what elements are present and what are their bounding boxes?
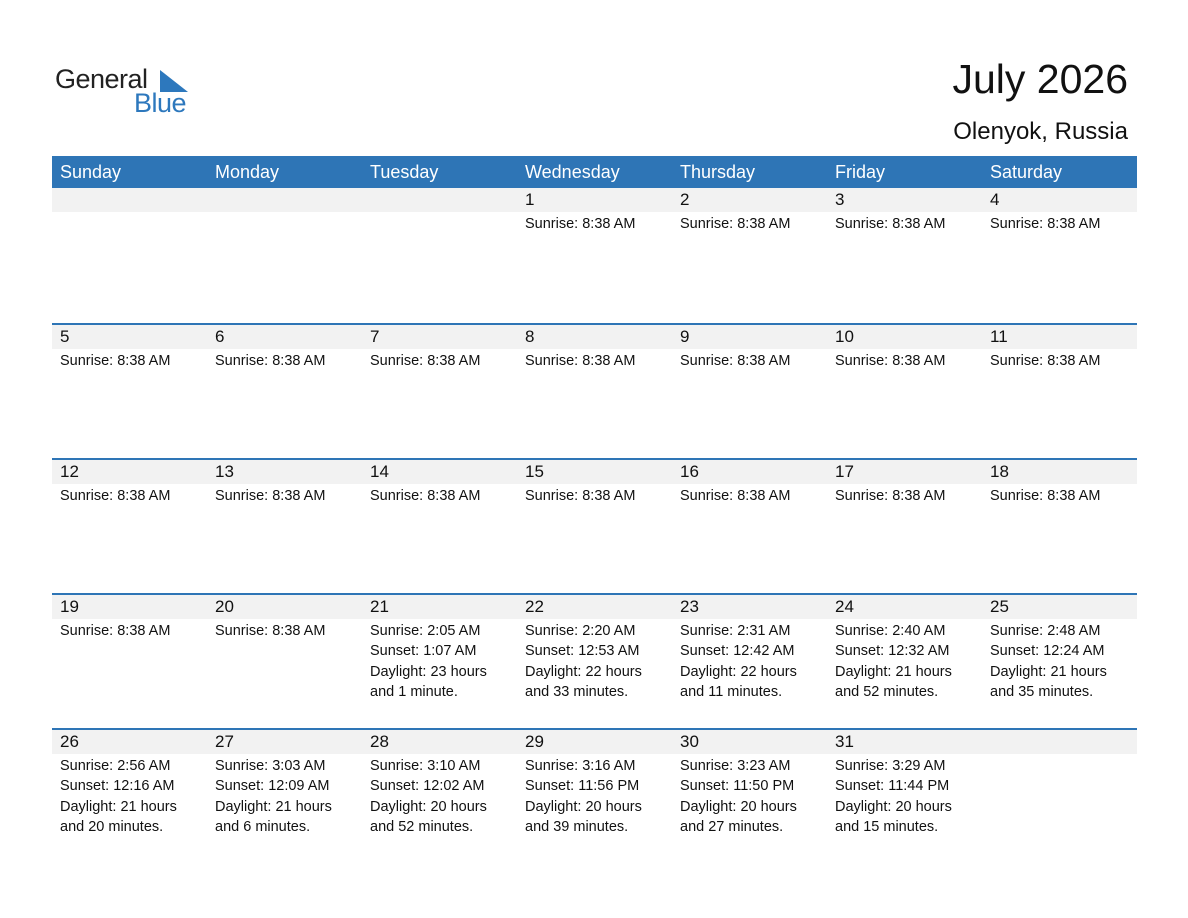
day-number: 14 — [370, 462, 389, 481]
day-info-line: Daylight: 20 hours — [370, 798, 487, 815]
logo-text-general: General — [55, 64, 148, 94]
day-number-row — [52, 188, 1137, 212]
day-info-line: Sunrise: 8:38 AM — [680, 216, 791, 232]
day-info-line: and 52 minutes. — [835, 683, 939, 700]
day-info-line: Sunrise: 8:38 AM — [215, 488, 326, 504]
day-info-line: Daylight: 22 hours — [525, 663, 642, 680]
day-cell — [517, 754, 672, 837]
day-number: 29 — [525, 732, 544, 751]
day-info-line: Sunrise: 2:05 AM — [370, 623, 481, 639]
weekday-tuesday: Tuesday — [370, 162, 439, 182]
day-info-line: Sunrise: 3:16 AM — [525, 758, 636, 774]
day-number: 10 — [835, 327, 854, 346]
day-number: 5 — [60, 327, 70, 346]
logo-text-blue: Blue — [134, 88, 187, 118]
day-cell — [517, 212, 672, 234]
day-number: 7 — [370, 327, 380, 346]
day-number — [52, 188, 207, 212]
day-info-row — [52, 484, 1137, 506]
day-number — [362, 188, 517, 212]
day-info-line: Sunrise: 8:38 AM — [835, 488, 946, 504]
day-info-line: Sunset: 12:24 AM — [990, 643, 1105, 660]
weekday-wednesday: Wednesday — [525, 162, 620, 182]
day-info-line: Sunrise: 3:10 AM — [370, 758, 481, 774]
day-number: 31 — [835, 732, 854, 751]
day-number: 3 — [835, 190, 845, 209]
brand-logo — [55, 64, 215, 120]
day-cell — [672, 754, 827, 837]
weekday-sunday: Sunday — [60, 162, 122, 182]
day-info-line: Sunrise: 8:38 AM — [370, 353, 481, 369]
day-info-line: Daylight: 20 hours — [835, 798, 952, 815]
day-number: 28 — [370, 732, 389, 751]
day-info-line: Daylight: 22 hours — [680, 663, 797, 680]
day-number: 2 — [680, 190, 690, 209]
day-info-line: Sunrise: 2:31 AM — [680, 623, 791, 639]
day-cell — [52, 484, 207, 506]
day-cell — [672, 212, 827, 234]
day-cell — [52, 754, 207, 837]
day-number: 9 — [680, 327, 690, 346]
day-number: 24 — [835, 597, 854, 616]
day-cell — [362, 754, 517, 837]
day-number: 18 — [990, 462, 1009, 481]
day-info-line: Sunset: 12:16 AM — [60, 778, 175, 795]
day-cell — [207, 484, 362, 506]
day-number: 13 — [215, 462, 234, 481]
calendar-location: Olenyok, Russia — [953, 118, 1128, 145]
day-number: 16 — [680, 462, 699, 481]
day-info-line: Daylight: 21 hours — [990, 663, 1107, 680]
day-info-line: Sunrise: 8:38 AM — [525, 353, 636, 369]
day-cell — [827, 754, 982, 837]
day-cell — [207, 754, 362, 837]
day-cell — [982, 484, 1137, 506]
day-number: 27 — [215, 732, 234, 751]
day-number: 20 — [215, 597, 234, 616]
day-info-line: Sunset: 12:32 AM — [835, 643, 950, 660]
day-number: 19 — [60, 597, 79, 616]
day-info-line: Sunrise: 8:38 AM — [680, 488, 791, 504]
day-number: 12 — [60, 462, 79, 481]
day-info-line: and 15 minutes. — [835, 818, 939, 835]
day-cell — [672, 349, 827, 371]
day-info-line: Sunset: 1:07 AM — [370, 643, 477, 660]
week-row — [52, 458, 1137, 593]
day-info-line: Sunrise: 2:40 AM — [835, 623, 946, 639]
day-cell — [362, 619, 517, 702]
week-row — [52, 323, 1137, 458]
day-info-line: Sunrise: 8:38 AM — [835, 353, 946, 369]
day-cell — [52, 349, 207, 371]
day-info-line: and 35 minutes. — [990, 683, 1094, 700]
day-cell — [517, 349, 672, 371]
day-number: 21 — [370, 597, 389, 616]
day-info-line: Sunrise: 8:38 AM — [60, 623, 171, 639]
day-number: 1 — [525, 190, 535, 209]
day-info-line: and 11 minutes. — [680, 683, 783, 700]
day-info-line: Sunrise: 2:48 AM — [990, 623, 1101, 639]
day-cell — [827, 484, 982, 506]
calendar-grid — [52, 156, 1137, 863]
day-info-line: Daylight: 20 hours — [680, 798, 797, 815]
day-number: 25 — [990, 597, 1009, 616]
day-cell — [827, 212, 982, 234]
week-row — [52, 728, 1137, 863]
day-info-line: Sunrise: 8:38 AM — [215, 623, 326, 639]
day-cell — [672, 484, 827, 506]
day-info-line: Daylight: 21 hours — [835, 663, 952, 680]
day-number-row — [52, 730, 1137, 754]
day-info-line: Sunrise: 8:38 AM — [60, 353, 171, 369]
day-info-line: Daylight: 21 hours — [60, 798, 177, 815]
day-cell — [362, 349, 517, 371]
day-info-line: and 6 minutes. — [215, 818, 311, 835]
weekday-header — [52, 156, 1137, 188]
day-cell — [207, 349, 362, 371]
day-info-line: and 52 minutes. — [370, 818, 474, 835]
day-info-line: Sunrise: 8:38 AM — [990, 216, 1101, 232]
day-info-line: Sunrise: 8:38 AM — [525, 216, 636, 232]
weekday-saturday: Saturday — [990, 162, 1063, 182]
day-number-row — [52, 325, 1137, 349]
day-number: 30 — [680, 732, 699, 751]
calendar-title: July 2026 — [952, 56, 1128, 102]
day-info-line: Sunset: 11:56 PM — [525, 778, 640, 795]
day-number: 11 — [990, 327, 1008, 346]
day-number: 6 — [215, 327, 225, 346]
day-info-row — [52, 619, 1137, 702]
day-number: 17 — [835, 462, 854, 481]
day-info-line: Daylight: 20 hours — [525, 798, 642, 815]
day-info-line: Sunrise: 8:38 AM — [835, 216, 946, 232]
weekday-thursday: Thursday — [680, 162, 756, 182]
day-cell — [982, 349, 1137, 371]
day-cell — [517, 484, 672, 506]
day-cell — [982, 212, 1137, 234]
day-info-line: Daylight: 21 hours — [215, 798, 332, 815]
weekday-friday: Friday — [835, 162, 886, 182]
day-info-line: Sunrise: 3:23 AM — [680, 758, 791, 774]
calendar-weeks — [52, 188, 1137, 863]
day-number: 15 — [525, 462, 544, 481]
day-info-line: Sunrise: 2:20 AM — [525, 623, 636, 639]
day-info-line: Sunrise: 8:38 AM — [680, 353, 791, 369]
day-cell — [52, 619, 207, 702]
day-info-row — [52, 754, 1137, 837]
day-info-line: Sunrise: 8:38 AM — [215, 353, 326, 369]
week-row — [52, 188, 1137, 323]
day-cell — [672, 619, 827, 702]
day-info-line: Sunrise: 8:38 AM — [990, 488, 1101, 504]
day-info-row — [52, 212, 1137, 234]
day-number: 23 — [680, 597, 699, 616]
day-info-line: Sunrise: 3:03 AM — [215, 758, 326, 774]
day-info-line: Sunset: 11:44 PM — [835, 778, 950, 795]
day-number: 22 — [525, 597, 544, 616]
day-cell — [52, 212, 207, 234]
day-number-row — [52, 595, 1137, 619]
day-info-line: and 27 minutes. — [680, 818, 784, 835]
day-number — [982, 730, 1137, 754]
day-info-line: Daylight: 23 hours — [370, 663, 487, 680]
weekday-monday: Monday — [215, 162, 280, 182]
week-row — [52, 593, 1137, 728]
day-info-line: Sunset: 12:09 AM — [215, 778, 330, 795]
day-cell — [207, 212, 362, 234]
day-info-line: Sunrise: 8:38 AM — [990, 353, 1101, 369]
day-number: 8 — [525, 327, 535, 346]
day-info-line: Sunset: 11:50 PM — [680, 778, 795, 795]
day-number: 26 — [60, 732, 79, 751]
day-info-line: and 1 minute. — [370, 683, 458, 700]
day-info-line: Sunrise: 3:29 AM — [835, 758, 946, 774]
day-cell — [982, 619, 1137, 702]
day-info-line: Sunset: 12:42 AM — [680, 643, 795, 660]
day-cell — [362, 212, 517, 234]
day-cell — [517, 619, 672, 702]
day-info-line: Sunrise: 8:38 AM — [60, 488, 171, 504]
day-number: 4 — [990, 190, 1000, 209]
day-info-line: Sunrise: 2:56 AM — [60, 758, 171, 774]
day-info-line: and 20 minutes. — [60, 818, 164, 835]
day-cell — [827, 619, 982, 702]
day-cell — [827, 349, 982, 371]
day-info-line: Sunset: 12:53 AM — [525, 643, 640, 660]
day-cell — [362, 484, 517, 506]
day-info-line: Sunrise: 8:38 AM — [525, 488, 636, 504]
day-info-line: and 33 minutes. — [525, 683, 629, 700]
day-info-line: and 39 minutes. — [525, 818, 629, 835]
day-info-row — [52, 349, 1137, 371]
day-info-line: Sunset: 12:02 AM — [370, 778, 485, 795]
day-cell — [982, 754, 1137, 837]
day-number-row — [52, 460, 1137, 484]
day-info-line: Sunrise: 8:38 AM — [370, 488, 481, 504]
day-cell — [207, 619, 362, 702]
day-number — [207, 188, 362, 212]
